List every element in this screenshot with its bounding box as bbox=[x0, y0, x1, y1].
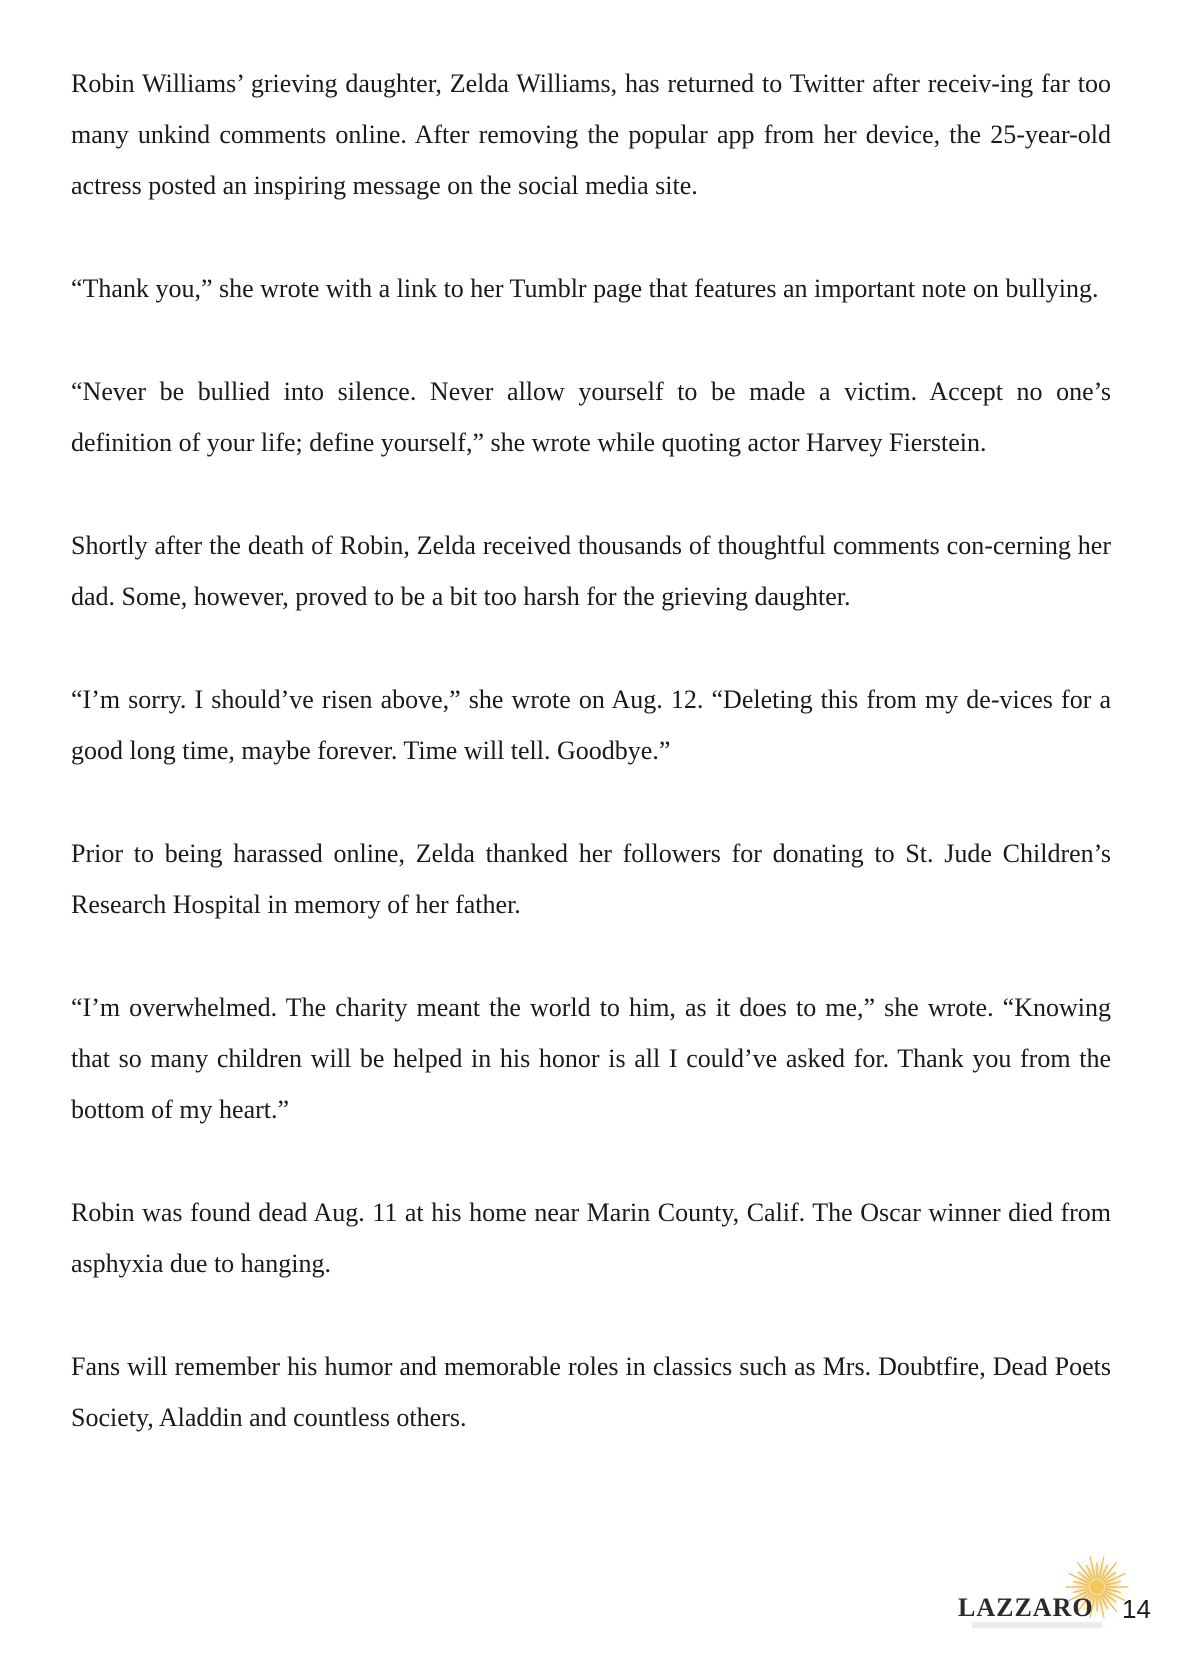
paragraph: Fans will remember his humor and memorable roles in classics such as Mrs. Doubtfire, Dead Poets Society, Aladdin and countless others. bbox=[71, 1352, 1111, 1432]
brand-reflection bbox=[972, 1620, 1102, 1632]
paragraph: Shortly after the death of Robin, Zelda received thousands of thoughtful comments con-cerning her dad. Some, however, proved to be a bit too harsh for the grieving daughter. bbox=[71, 531, 1111, 611]
paragraph: Robin was found dead Aug. 11 at his home near Marin County, Calif. The Oscar winner died from asphyxia due to hanging. bbox=[71, 1198, 1111, 1278]
paragraph: Robin Williams’ grieving daughter, Zelda Williams, has returned to Twitter after receiv-ing far too many unkind comments online. After removing the popular app from her device, the 25-year-old actress posted an inspiring message on the social media site. bbox=[71, 69, 1111, 200]
paragraph: Prior to being harassed online, Zelda thanked her followers for donating to St. Jude Children’s Research Hospital in memory of her father. bbox=[71, 839, 1111, 919]
paragraph: “I’m overwhelmed. The charity meant the world to him, as it does to me,” she wrote. “Knowing that so many children will be helped in his honor is all I could’ve asked for. Thank you from the bottom of my heart.” bbox=[71, 993, 1111, 1124]
paragraph: “Never be bullied into silence. Never allow yourself to be made a victim. Accept no one’s definition of your life; define yourself,” she wrote while quoting actor Harvey Fierstein. bbox=[71, 377, 1111, 457]
paragraph: “Thank you,” she wrote with a link to her Tumblr page that features an important note on bullying. bbox=[71, 274, 1099, 303]
article-body bbox=[71, 58, 1111, 1495]
paragraph: “I’m sorry. I should’ve risen above,” she wrote on Aug. 12. “Deleting this from my de-vices for a good long time, maybe forever. Time will tell. Goodbye.” bbox=[71, 685, 1111, 765]
brand-logo-text: LAZZARO bbox=[958, 1593, 1094, 1622]
page-number: 14 bbox=[1122, 1594, 1151, 1624]
